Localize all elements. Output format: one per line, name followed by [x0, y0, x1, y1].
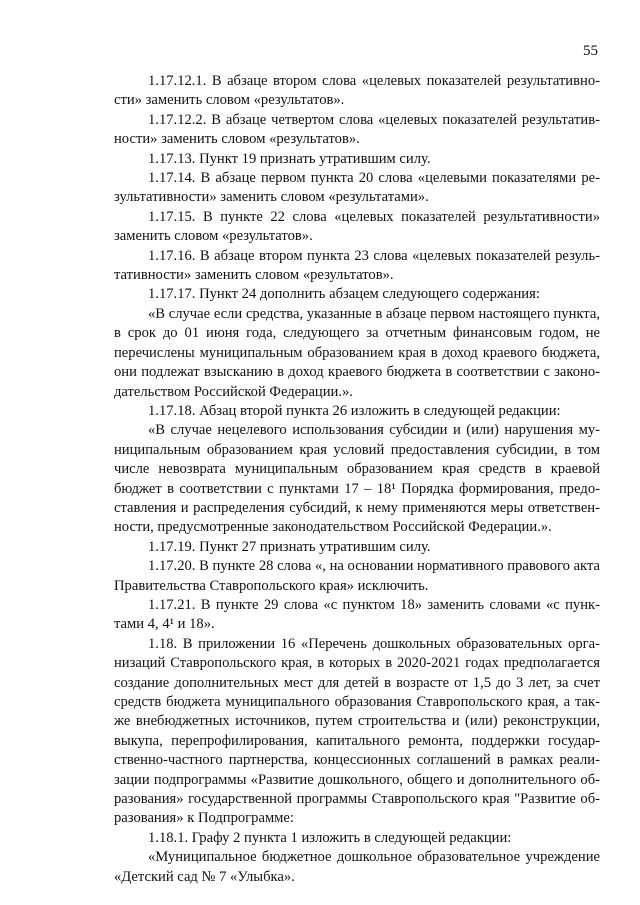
- paragraph-1-17-18-quote: «В случае нецелевого использования субсидии и (или) нарушения муниципальным образованием края условий предоставления субсидии, в том числе невозврата муниципальным образованием края средств в краевой бюджет в соответствии с пунктами 17 – 18¹ Порядка формирования, предоставления и распределения субсидий, к нему применяются меры ответственности, предусмотренные законодательством Российской Федерации.».: [114, 422, 600, 536]
- paragraph-1-17-12-1: 1.17.12.1. В абзаце втором слова «целевых показателей результативности» заменить словом «результатов».: [114, 73, 600, 109]
- paragraph-1-18-1-quote: «Муниципальное бюджетное дошкольное образовательное учреждение «Детский сад № 7 «Улыбка».: [114, 849, 600, 885]
- paragraph-1-17-15: 1.17.15. В пункте 22 слова «целевых показателей результативности» заменить словом «результатов».: [114, 208, 600, 245]
- paragraph-1-17-18: 1.17.18. Абзац второй пункта 26 изложить в следующей редакции:: [148, 402, 561, 419]
- paragraph-1-17-17-quote: «В случае если средства, указанные в абзаце первом настоящего пункта, в срок до 01 июня года, следующего за отчетным финансовым годом, не перечислены муниципальным образованием края в доход краевого бюджета, они подлежат взысканию в доход краевого бюджета в соответствии с законодательством Российской Федерации.».: [114, 305, 600, 400]
- paragraph-1-18-1: 1.18.1. Графу 2 пункта 1 изложить в следующей редакции:: [148, 829, 512, 846]
- paragraph-1-17-13: 1.17.13. Пункт 19 признать утратившим силу.: [148, 150, 431, 167]
- paragraph-1-17-14: 1.17.14. В абзаце первом пункта 20 слова «целевыми показателями результативности» заменить словом «результатами».: [114, 170, 600, 206]
- page-number: 55: [583, 43, 598, 59]
- paragraph-1-17-19: 1.17.19. Пункт 27 признать утратившим силу.: [148, 538, 431, 555]
- paragraph-1-17-17: 1.17.17. Пункт 24 дополнить абзацем следующего содержания:: [148, 286, 540, 303]
- paragraph-1-17-12-2: 1.17.12.2. В абзаце четвертом слова «целевых показателей результативности» заменить словом «результатов».: [114, 111, 600, 148]
- paragraph-1-18: 1.18. В приложении 16 «Перечень дошкольных образовательных организаций Ставропольского края, в которых в 2020-2021 годах предполагается создание дополнительных мест для детей в возрасте от 1,5 до 3 лет, за счет средств бюджета муниципального образования Ставропольского края, а также внебюджетных источников, путем строительства и (или) реконструкции, выкупа, перепрофилирования, капитального ремонта, поддержки государственно-частного партнерства, концессионных соглашений в рамках реализации подпрограммы «Развитие дошкольного, общего и дополнительного образования» государственной программы Ставропольского края "Развитие образования» к Подпрограмме:: [114, 635, 600, 827]
- paragraph-1-17-16: 1.17.16. В абзаце втором пункта 23 слова «целевых показателей результативности» заменить словом «результатов».: [114, 247, 600, 284]
- document-body: [114, 72, 600, 887]
- paragraph-1-17-21: 1.17.21. В пункте 29 слова «с пунктом 18» заменить словами «с пунктами 4, 4¹ и 18».: [114, 596, 600, 633]
- paragraph-1-17-20: 1.17.20. В пункте 28 слова «, на основании нормативного правового акта Правительства Ставропольского края» исключить.: [114, 558, 600, 594]
